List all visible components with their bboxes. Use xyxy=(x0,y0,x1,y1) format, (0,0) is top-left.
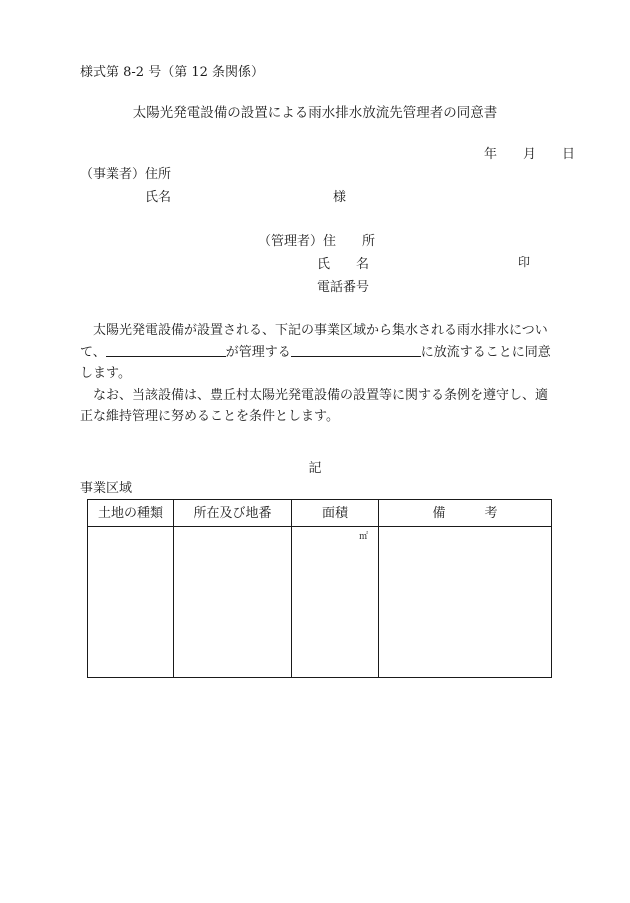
project-area-label: 事業区域 xyxy=(80,481,133,496)
table-header-row xyxy=(88,500,552,527)
consent-text-part3: に放流することに同意します。 xyxy=(80,344,551,381)
cell-location xyxy=(174,527,292,678)
header-location: 所在及び地番 xyxy=(174,500,292,527)
consent-body xyxy=(80,320,552,428)
manager-phone-label: 電話番号 xyxy=(317,280,370,295)
consent-paragraph-2: なお、当該設備は、豊丘村太陽光発電設備の設置等に関する条例を遵守し、適正な維持管理に努めることを条件とします。 xyxy=(80,387,549,424)
header-remarks: 備 考 xyxy=(379,500,552,527)
consent-text-part1: 太陽光発電設備が設置される、下記の事業区域から集水される雨水排水について、 xyxy=(80,323,548,360)
ki-heading: 記 xyxy=(308,461,322,476)
date-month-label: 月 xyxy=(523,147,537,162)
form-number: 様式第 8-2 号（第 12 条関係） xyxy=(80,65,265,80)
cell-remarks xyxy=(379,527,552,678)
applicant-name-label: 氏名 xyxy=(145,190,172,205)
date-year-label: 年 xyxy=(484,147,498,162)
cell-land-type xyxy=(88,527,174,678)
manager-name-label-2: 名 xyxy=(356,257,370,272)
seal-mark: 印 xyxy=(518,255,531,269)
applicant-address-label: （事業者）住所 xyxy=(80,167,172,182)
consent-paragraph-1 xyxy=(80,320,552,385)
area-unit: ㎡ xyxy=(358,532,368,542)
document-title: 太陽光発電設備の設置による雨水排水放流先管理者の同意書 xyxy=(132,105,498,121)
manager-address-label: （管理者）住 所 xyxy=(258,234,376,249)
manager-name-label xyxy=(317,258,369,271)
date-day-label: 日 xyxy=(562,147,576,162)
discharge-destination-blank xyxy=(291,343,421,357)
applicant-honorific: 様 xyxy=(333,190,347,205)
header-area: 面積 xyxy=(292,500,379,527)
header-land-type: 土地の種類 xyxy=(88,500,174,527)
cell-area xyxy=(292,527,379,678)
consent-text-part2: が管理する xyxy=(225,344,291,360)
manager-name-blank xyxy=(106,343,226,357)
date-line xyxy=(458,148,575,161)
manager-name-label-1: 氏 xyxy=(317,257,331,272)
table-row xyxy=(88,527,552,678)
project-area-table xyxy=(87,499,552,678)
